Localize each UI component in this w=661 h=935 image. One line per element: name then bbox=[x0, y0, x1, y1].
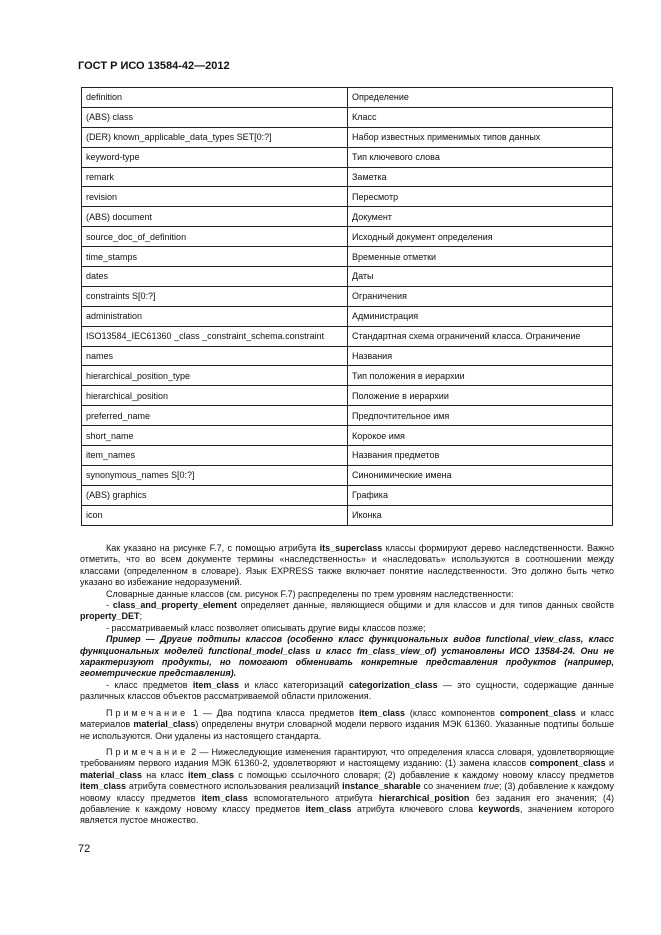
table-row bbox=[82, 286, 613, 306]
translation-cell: Класс bbox=[348, 107, 613, 127]
table-row bbox=[82, 505, 613, 525]
paragraph: Словарные данные классов (см. рисунок F.7) распределены по трем уровням наследственности: bbox=[106, 588, 514, 599]
paragraph: - class_and_property_element определяет данные, являющиеся общими и для классов и для типов данных свойств property_DET; bbox=[80, 600, 615, 622]
translation-cell: Положение в иерархии bbox=[348, 386, 613, 406]
attribute-name-cell: source_doc_of_definition bbox=[82, 227, 348, 247]
translation-cell: Тип положения в иерархии bbox=[348, 366, 613, 386]
translation-cell: Исходный документ определения bbox=[348, 227, 613, 247]
table-row bbox=[82, 227, 613, 247]
attribute-name-cell: constraints S[0:?] bbox=[82, 286, 348, 306]
attribute-name-cell: dates bbox=[82, 267, 348, 287]
table-row bbox=[82, 346, 613, 366]
note-1: Примечание 1 — Два подтипа класса предметов item_class (класс компонентов component_class и класс материалов material_class) определены внутри словарной модели первого издания МЭК 61360. Указанные подтипы больше не используются. Они удалены из настоящего стандарта. bbox=[80, 707, 614, 741]
table-row bbox=[82, 147, 613, 167]
table-row bbox=[82, 167, 613, 187]
translation-cell: Тип ключевого слова bbox=[348, 147, 613, 167]
translation-cell: Графика bbox=[348, 485, 613, 505]
attribute-name-cell: (ABS) document bbox=[82, 207, 348, 227]
paragraph: Как указано на рисунке F.7, с помощью атрибута its_superclass классы формируют дерево наследственности. Важно отметить, что во всем документе термины «наследственность» и «наследовать» используются в соотношении между классами (определенном в словаре). Язык EXPRESS также включает понятие наследственности. Это должно быть четко указано во избежание недоразумений. bbox=[80, 543, 614, 588]
translation-cell: Заметка bbox=[348, 167, 613, 187]
translation-cell: Документ bbox=[348, 207, 613, 227]
attribute-name-cell: item_names bbox=[82, 446, 348, 466]
table-row bbox=[82, 326, 613, 346]
translation-cell: Даты bbox=[348, 267, 613, 287]
attribute-name-cell: (ABS) graphics bbox=[82, 485, 348, 505]
attribute-name-cell: hierarchical_position_type bbox=[82, 366, 348, 386]
table-row bbox=[82, 306, 613, 326]
table-row bbox=[82, 485, 613, 505]
attribute-name-cell: icon bbox=[82, 505, 348, 525]
attribute-name-cell: hierarchical_position bbox=[82, 386, 348, 406]
paragraph: - рассматриваемый класс позволяет описывать другие виды классов позже; bbox=[106, 622, 426, 633]
translation-cell: Корокое имя bbox=[348, 426, 613, 446]
translation-cell: Названия предметов bbox=[348, 446, 613, 466]
translation-cell: Набор известных применимых типов данных bbox=[348, 127, 613, 147]
translation-cell: Ограничения bbox=[348, 286, 613, 306]
translation-cell: Временные отметки bbox=[348, 247, 613, 267]
attribute-name-cell: definition bbox=[82, 88, 348, 108]
attribute-name-cell: preferred_name bbox=[82, 406, 348, 426]
translation-cell: Определение bbox=[348, 88, 613, 108]
table-row bbox=[82, 366, 613, 386]
paragraph: - класс предметов item_class и класс категоризаций categorization_class — это сущности, содержащие данные различных классов объектов рассматриваемой области приложения. bbox=[80, 679, 614, 702]
attribute-name-cell: short_name bbox=[82, 426, 348, 446]
table-row bbox=[82, 426, 613, 446]
table-row bbox=[82, 187, 613, 207]
table-row bbox=[82, 107, 613, 127]
example-paragraph: Пример — Другие подтипы классов (особенно класс функциональных видов functional_view_class, класс функциональных моделей functional_model_class и класс fm_class_view_of) установлены ИСО 13584-24. Они не характеризуют продукты, но помогают обменивать конкретные представления продуктов (например, геометрические представления). bbox=[80, 634, 614, 679]
table-row bbox=[82, 207, 613, 227]
attribute-name-cell: names bbox=[82, 346, 348, 366]
table-row bbox=[82, 88, 613, 108]
attribute-name-cell: (ABS) class bbox=[82, 107, 348, 127]
attribute-name-cell: remark bbox=[82, 167, 348, 187]
page-number: 72 bbox=[78, 843, 91, 855]
translation-cell: Названия bbox=[348, 346, 613, 366]
table-row bbox=[82, 465, 613, 485]
translation-cell: Синонимические имена bbox=[348, 465, 613, 485]
table-row bbox=[82, 267, 613, 287]
table-row bbox=[82, 406, 613, 426]
document-header: ГОСТ Р ИСО 13584-42—2012 bbox=[78, 60, 230, 72]
attribute-name-cell: revision bbox=[82, 187, 348, 207]
attribute-name-cell: ISO13584_IEC61360 _class _constraint_schema.constraint bbox=[82, 326, 348, 346]
table-row bbox=[82, 247, 613, 267]
translation-cell: Администрация bbox=[348, 306, 613, 326]
attribute-name-cell: administration bbox=[82, 306, 348, 326]
translation-cell: Иконка bbox=[348, 505, 613, 525]
translation-cell: Пересмотр bbox=[348, 187, 613, 207]
body-text bbox=[80, 543, 614, 827]
table-row bbox=[82, 446, 613, 466]
note-2: Примечание 2 — Нижеследующие изменения гарантируют, что определения класса словаря, удовлетворяющие требованиям первого издания МЭК 61360-2, удовлетворяют и настоящему изданию: (1) замена классов component_class и material_class на класс item_class с помощью ссылочного словаря; (2) добавление к каждому новому классу предметов item_class атрибута совместного использования реализаций instance_sharable со значением true; (3) добавление к каждому новому классу предметов item_class вспомогательного атрибута hierarchical_position без задания его значения; (4) добавление к каждому новому классу предметов item_class атрибута ключевого слова keywords, значением которого является пустое множество. bbox=[80, 746, 615, 826]
attribute-name-cell: synonymous_names S[0:?] bbox=[82, 465, 348, 485]
table-row bbox=[82, 386, 613, 406]
attribute-name-cell: (DER) known_applicable_data_types SET[0:?] bbox=[82, 127, 348, 147]
translation-cell: Предпочтительное имя bbox=[348, 406, 613, 426]
attribute-name-cell: keyword-type bbox=[82, 147, 348, 167]
translation-cell: Стандартная схема ограничений класса. Ограничение bbox=[348, 326, 613, 346]
terms-table bbox=[81, 87, 613, 526]
attribute-name-cell: time_stamps bbox=[82, 247, 348, 267]
table-row bbox=[82, 127, 613, 147]
